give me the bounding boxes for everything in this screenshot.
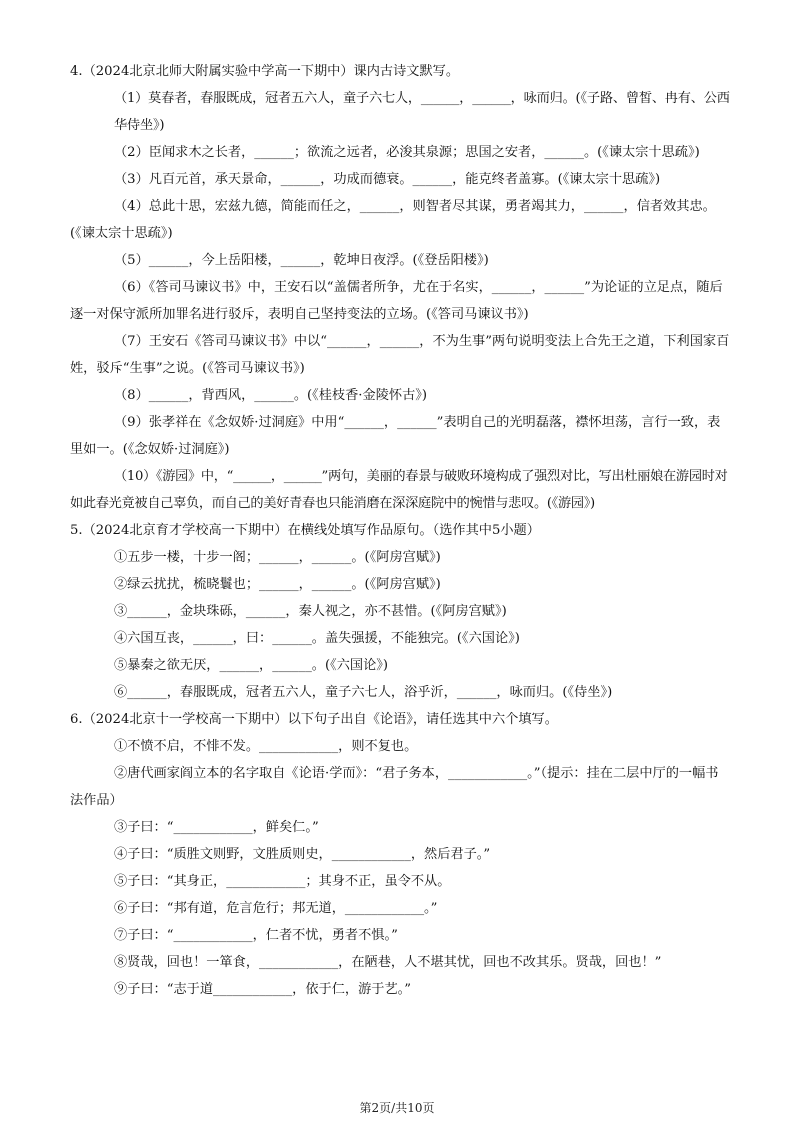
q5-item-2: ②绿云扰扰，梳晓鬟也；______，______。(《阿房宫赋》) [114,577,441,592]
q5-item-1: ①五步一楼，十步一阁；______，______。(《阿房宫赋》) [114,550,441,565]
q4-item-6-wrap [70,274,730,328]
page-number: 第2页/共10页 [359,1101,435,1115]
q6-item-2-wrap [70,760,730,814]
q4-item-9-wrap [70,409,730,463]
question-4-heading: 4.（2024北京北师大附属实验中学高一下期中）课内古诗文默写。 [70,64,460,79]
q5-item-4: ④六国互丧，______，曰：______。盖失强援，不能独完。(《六国论》) [114,631,520,646]
q4-item-8: （8）______，背西风，______。(《桂枝香·金陵怀古》) [114,388,427,403]
q4-item-4-wrap [70,193,730,247]
q4-item-4: （4）总此十思，宏兹九德，简能而任之，______，则智者尽其谋，勇者竭其力，______，信者效其忠。(《谏太宗十思疏》) [70,199,716,241]
q6-item-7: ⑦子曰：“____________，仁者不忧，勇者不惧。” [114,928,398,943]
q4-item-7: （7）王安石《答司马谏议书》中以“______，______，不为生事”两句说明变法上合先王之道，下利国家百姓，驳斥“生事”之说。(《答司马谏议书》) [70,334,730,376]
q4-item-6: （6）《答司马谏议书》中，王安石以“盖儒者所争，尤在于名实，______，______”为论证的立足点，随后逐一对保守派所加罪名进行驳斥，表明自己坚持变法的立场。(《答司马谏议书》) [70,280,723,322]
q6-item-6: ⑥子曰：“邦有道，危言危行；邦无道，____________。” [114,901,438,916]
q6-item-1: ①不愤不启，不悱不发。____________，则不复也。 [114,739,418,754]
question-6-heading: 6.（2024北京十一学校高一下期中）以下句子出自《论语》，请任选其中六个填写。 [70,712,558,727]
q4-item-2: （2）臣闻求木之长者，______；欲流之远者，必浚其泉源；思国之安者，______。(《谏太宗十思疏》) [114,145,700,160]
q4-item-10: （10）《游园》中，“______，______”两句，美丽的春景与破败环境构成了强烈对比，写出杜丽娘在游园时对如此春光竟被自己辜负，而自己的美好青春也只能消磨在深深庭院中的惋惜与悲叹。(《游园》) [70,469,728,511]
q6-item-4: ④子曰：“质胜文则野，文胜质则史，____________，然后君子。” [114,847,491,862]
q4-item-1a [70,85,730,139]
q4-item-1: （1）莫春者，春服既成，冠者五六人，童子六七人，______，______，咏而归。(《子路、曾皙、冉有、公西华侍坐》) [114,91,730,133]
q4-item-10-wrap [70,463,730,517]
q6-item-9: ⑨子曰：“志于道____________，依于仁，游于艺。” [114,982,412,997]
q6-item-8: ⑧贤哉，回也！一箪食，____________，在陋巷，人不堪其忧，回也不改其乐。贤哉，回也！” [114,955,662,970]
q4-item-7-wrap [70,328,730,382]
q5-item-5: ⑤暴秦之欲无厌，______，______。(《六国论》) [114,658,389,673]
q5-item-6: ⑥______，春服既成，冠者五六人，童子六七人，浴乎沂，______，咏而归。(《侍坐》) [114,685,613,700]
q4-item-9: （9）张孝祥在《念奴娇·过洞庭》中用“______，______”表明自己的光明磊落，襟怀坦荡，言行一致，表里如一。(《念奴娇·过洞庭》) [70,415,721,457]
q6-item-3: ③子曰：“____________，鲜矣仁。” [114,820,319,835]
q4-item-5: （5）______，今上岳阳楼，______，乾坤日夜浮。(《登岳阳楼》) [114,253,489,268]
question-5-heading: 5.（2024北京育才学校高一下期中）在横线处填写作品原句。（选作其中5小题） [70,523,540,538]
q6-item-5: ⑤子曰：“其身正，____________；其身不正，虽令不从。 [114,874,451,889]
q4-item-3: （3）凡百元首，承天景命，______，功成而德衰。______，能克终者盖寡。(《谏太宗十思疏》) [114,172,661,187]
q6-item-2: ②唐代画家阎立本的名字取自《论语·学而》：“君子务本，____________。”（提示：挂在二层中厅的一幅书法作品） [70,766,719,808]
q5-item-3: ③______，金块珠砾，______，秦人视之，亦不甚惜。(《阿房宫赋》) [114,604,507,619]
worksheet-page [70,58,730,1003]
